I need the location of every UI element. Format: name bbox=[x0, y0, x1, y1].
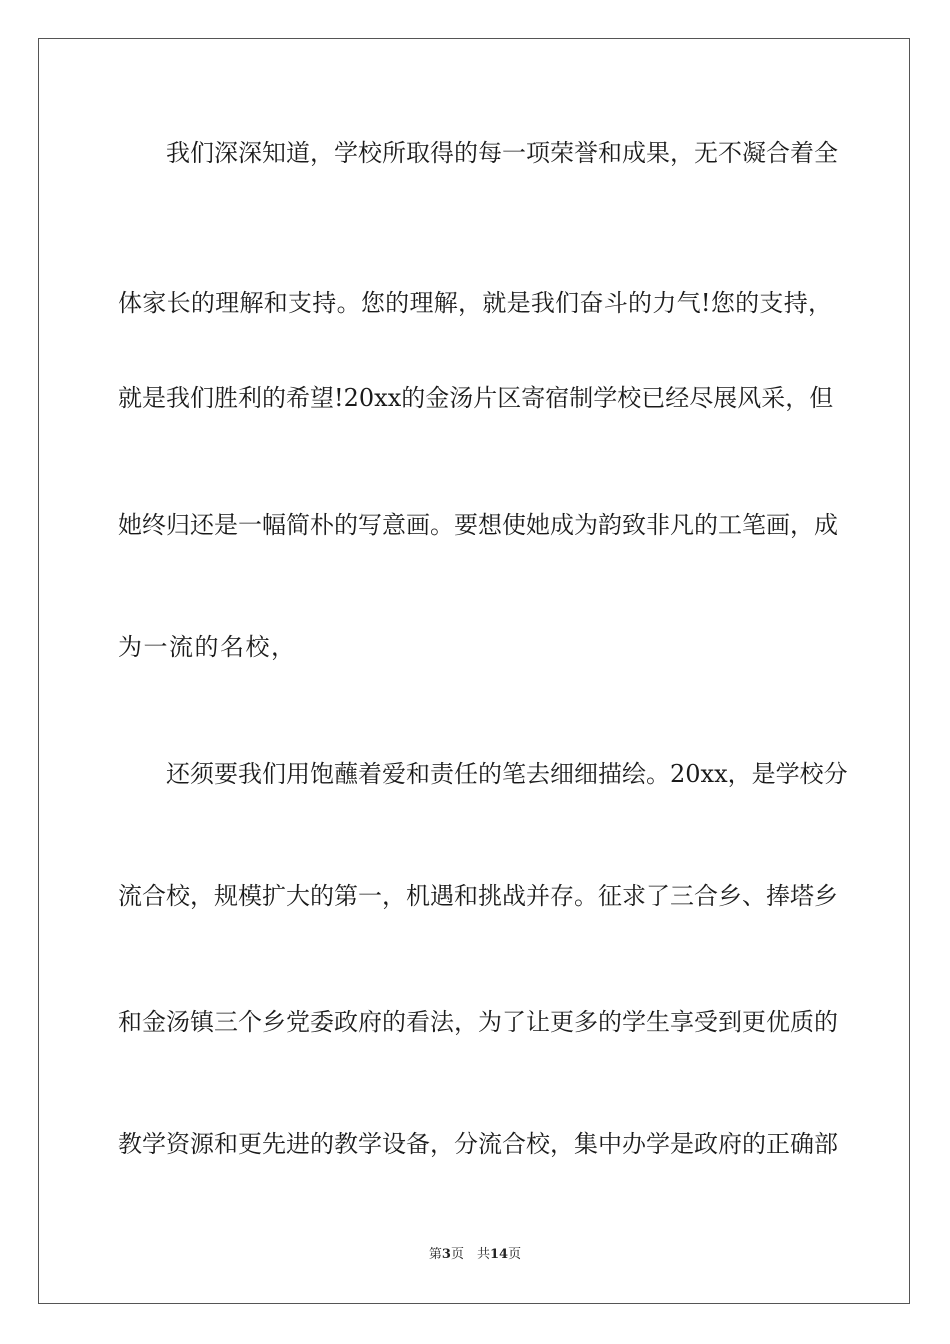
footer-page-suffix: 页 bbox=[508, 1247, 522, 1262]
body-text-line: 我们深深知道，学校所取得的每一项荣誉和成果，无不凝合着全 bbox=[166, 139, 838, 167]
body-text-line: 就是我们胜利的希望!20xx的金汤片区寄宿制学校已经尽展风采，但 bbox=[118, 384, 834, 412]
footer-page-total: 14 bbox=[489, 1247, 509, 1262]
page-footer bbox=[0, 1246, 950, 1264]
footer-page-mid: 页 共 bbox=[450, 1247, 490, 1262]
body-text-line: 她终归还是一幅简朴的写意画。要想使她成为韵致非凡的工笔画，成 bbox=[118, 511, 838, 539]
footer-page-prefix: 第 bbox=[428, 1247, 442, 1262]
body-text-line: 还须要我们用饱蘸着爱和责任的笔去细细描绘。20xx，是学校分 bbox=[166, 760, 848, 788]
body-text-line: 流合校，规模扩大的第一，机遇和挑战并存。征求了三合乡、捧塔乡 bbox=[118, 882, 838, 910]
body-text-line: 和金汤镇三个乡党委政府的看法，为了让更多的学生享受到更优质的 bbox=[118, 1008, 838, 1036]
body-text-line: 为一流的名校， bbox=[118, 633, 297, 661]
page-border bbox=[38, 38, 910, 1304]
footer-page-current: 3 bbox=[441, 1247, 451, 1262]
body-text-line: 体家长的理解和支持。您的理解，就是我们奋斗的力气!您的支持， bbox=[118, 289, 832, 317]
body-text-line: 教学资源和更先进的教学设备，分流合校，集中办学是政府的正确部 bbox=[118, 1130, 838, 1158]
